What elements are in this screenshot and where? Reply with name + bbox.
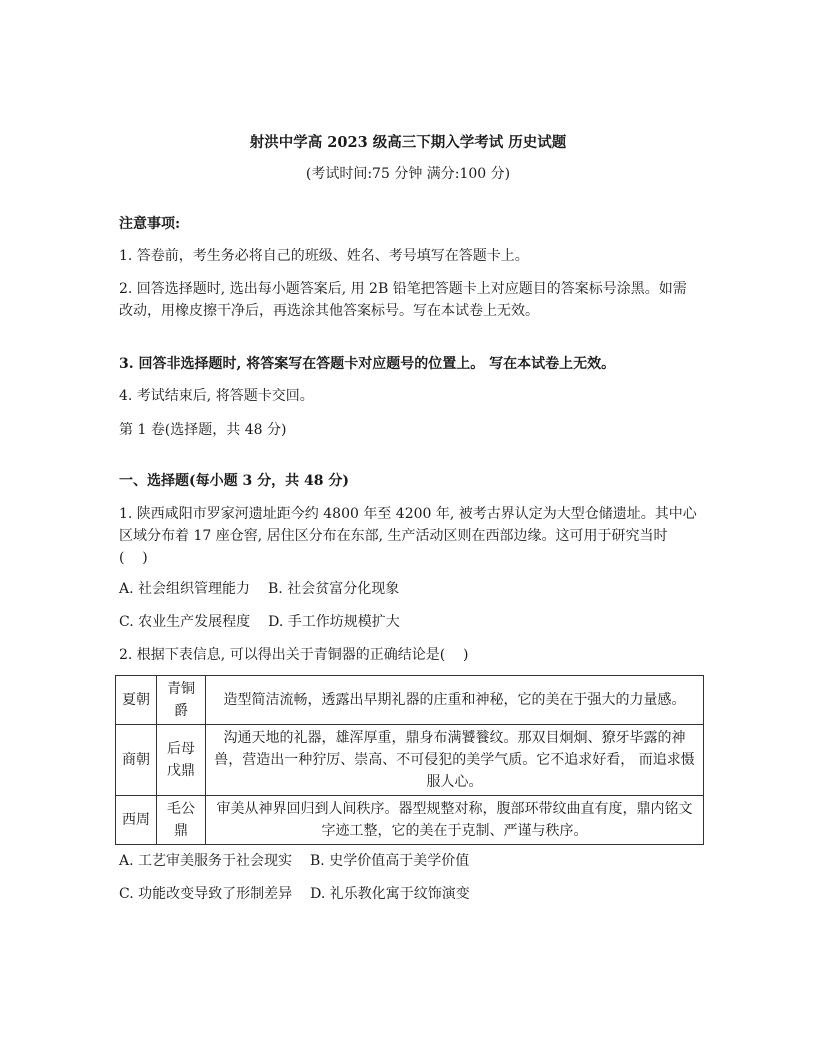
vessel-cell: 青铜爵	[157, 676, 206, 725]
dynasty-cell: 夏朝	[116, 676, 157, 725]
notes-heading: 注意事项:	[119, 216, 181, 232]
question-1-options-row-2	[119, 612, 400, 632]
vessel-cell: 毛公鼎	[157, 796, 206, 845]
q1-option-b[interactable]: B. 社会贫富分化现象	[268, 581, 400, 597]
q2-option-a[interactable]: A. 工艺审美服务于社会现实	[119, 853, 293, 869]
question-2-stem: 2. 根据下表信息, 可以得出关于青铜器的正确结论是( )	[119, 647, 469, 663]
table-row	[116, 725, 704, 796]
exam-subtitle: (考试时间:75 分钟 满分:100 分)	[305, 166, 511, 182]
q1-option-a[interactable]: A. 社会组织管理能力	[119, 581, 251, 597]
note-item-3: 3. 回答非选择题时, 将答案写在答题卡对应题号的位置上。 写在本试卷上无效。	[119, 356, 616, 372]
bronze-table	[115, 675, 704, 845]
q2-option-d[interactable]: D. 礼乐教化寓于纹饰演变	[310, 886, 470, 902]
table-row	[116, 796, 704, 845]
description-cell: 沟通天地的礼器，雄浑厚重，鼎身布满饕餮纹。那双目炯炯、獠牙毕露的神兽，营造出一种狞厉、崇高、不可侵犯的美学气质。它不追求好看， 而追求慑服人心。	[206, 725, 704, 796]
question-2-options-row-2	[119, 884, 470, 904]
description-cell: 审美从神界回归到人间秩序。器型规整对称，腹部环带纹曲直有度，鼎内铭文字迹工整，它的美在于克制、严谨与秩序。	[206, 796, 704, 845]
dynasty-cell: 商朝	[116, 725, 157, 796]
description-cell: 造型简洁流畅，透露出早期礼器的庄重和神秘，它的美在于强大的力量感。	[206, 676, 704, 725]
note-item-2: 2. 回答选择题时, 选出每小题答案后, 用 2B 铅笔把答题卡上对应题目的答案标号涂黑。如需改动，用橡皮擦干净后，再选涂其他答案标号。写在本试卷上无效。	[119, 281, 687, 319]
table-row	[116, 676, 704, 725]
question-2-options-row-1	[119, 851, 469, 871]
q1-option-c[interactable]: C. 农业生产发展程度	[119, 614, 251, 630]
question-1-stem: 1. 陕西咸阳市罗家河遗址距今约 4800 年至 4200 年, 被考古界认定为大型仓储遗址。其中心区域分布着 17 座仓窖, 居住区分布在东部, 生产活动区则在西部边缘。这可用于研究当时 ( )	[119, 506, 697, 566]
dynasty-cell: 西周	[116, 796, 157, 845]
note-item-1: 1. 答卷前，考生务必将自己的班级、姓名、考号填写在答题卡上。	[119, 248, 529, 264]
section-heading: 一、选择题(每小题 3 分，共 48 分)	[119, 473, 349, 489]
exam-title: 射洪中学高 2023 级高三下期入学考试 历史试题	[249, 134, 567, 151]
q2-option-b[interactable]: B. 史学价值高于美学价值	[310, 853, 470, 869]
note-item-4: 4. 考试结束后, 将答题卡交回。	[119, 388, 314, 404]
q1-option-d[interactable]: D. 手工作坊规模扩大	[268, 614, 400, 630]
volume-label: 第 1 卷(选择题，共 48 分)	[119, 422, 287, 438]
q2-option-c[interactable]: C. 功能改变导致了形制差异	[119, 886, 293, 902]
vessel-cell: 后母戊鼎	[157, 725, 206, 796]
question-1-options-row-1	[119, 579, 399, 599]
